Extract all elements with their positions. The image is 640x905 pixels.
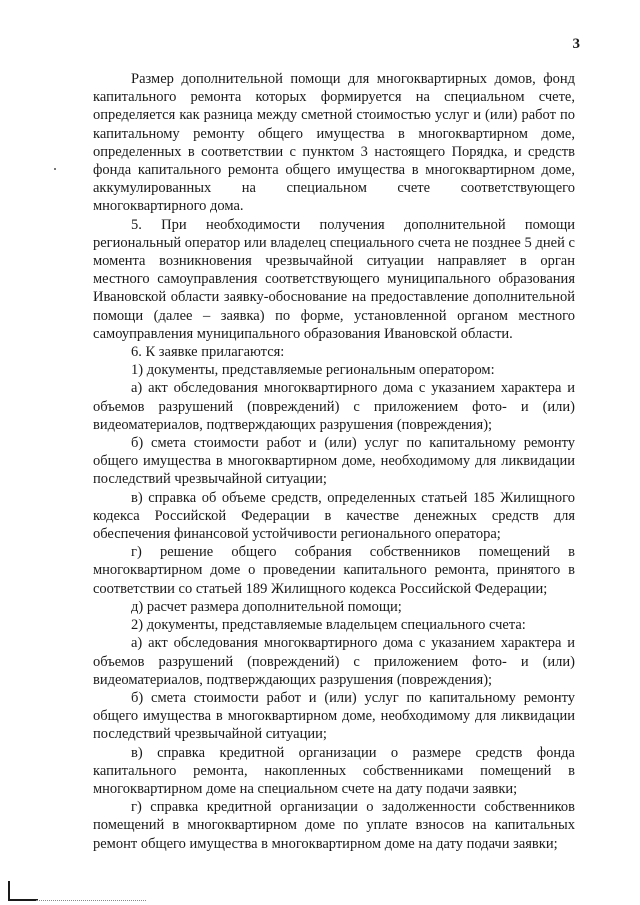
- paragraph-ro-a: а) акт обследования многоквартирного дома с указанием характера и объемов разрушений (повреждений) с приложением фото- и (или) видеоматериалов, подтверждающих разрушения (повреждения);: [93, 380, 575, 433]
- paragraph-assistance-size: Размер дополнительной помощи для многоквартирных домов, фонд капитального ремонта которых формируется на специальном счете, определяется как разница между сметной стоимостью услуг и (или) работ по капитальному ремонту общего имущества в многоквартирном доме, определенных в соответствии с пунктом 3 настоящего Порядка, и средств фонда капитального ремонта общего имущества в многоквартирном доме, аккумулированных на специальном счете соответствующего многоквартирного дома.: [93, 71, 575, 215]
- paragraph-sa-a: а) акт обследования многоквартирного дома с указанием характера и объемов разрушений (повреждений) с приложением фото- и (или) видеоматериалов, подтверждающих разрушения (повреждения);: [93, 635, 575, 688]
- paragraph-sa-d: г) справка кредитной организации о задолженности собственников помещений в многоквартирном доме по уплате взносов на капитальных ремонт общего имущества в многоквартирном доме на дату подачи заявки;: [93, 799, 575, 852]
- paragraph-special-account-docs: 2) документы, представляемые владельцем специального счета:: [131, 617, 526, 634]
- scan-edge-line: [36, 900, 146, 901]
- paragraph-item-6: 6. К заявке прилагаются:: [131, 344, 285, 361]
- paragraph-regional-operator-docs: 1) документы, представляемые региональным оператором:: [131, 362, 495, 379]
- scan-corner-mark: [8, 881, 38, 901]
- paragraph-ro-c: в) справка об объеме средств, определенных статьей 185 Жилищного кодекса Российской Федерации в качестве денежных средств для обеспечения финансовой устойчивости регионального оператора;: [93, 489, 575, 543]
- scan-speck: [54, 168, 56, 170]
- paragraph-ro-b: б) смета стоимости работ и (или) услуг по капитальному ремонту общего имущества в многоквартирном доме, необходимому для ликвидации последствий чрезвычайной ситуации;: [93, 435, 575, 488]
- document-body: [93, 70, 575, 853]
- page-number: 3: [572, 36, 580, 52]
- paragraph-ro-e: д) расчет размера дополнительной помощи;: [131, 598, 402, 615]
- paragraph-sa-c: в) справка кредитной организации о размере средств фонда капитального ремонта, накопленных собственниками помещений в многоквартирном доме на специальном счете на дату подачи заявки;: [93, 744, 575, 797]
- paragraph-ro-d: г) решение общего собрания собственников помещений в многоквартирном доме о проведении капитального ремонта, принятого в соответствии со статьей 189 Жилищного кодекса Российской Федерации;: [93, 544, 575, 597]
- paragraph-sa-b: б) смета стоимости работ и (или) услуг по капитальному ремонту общего имущества в многоквартирном доме, необходимому для ликвидации последствий чрезвычайной ситуации;: [93, 689, 575, 743]
- paragraph-item-5: 5. При необходимости получения дополнительной помощи региональный оператор или владелец специального счета не позднее 5 дней с момента возникновения чрезвычайной ситуации направляет в орган местного самоуправления соответствующего муниципального образования Ивановской области заявку-обоснование на предоставление дополнительной помощи (далее – заявка) по форме, установленной органом местного самоуправления муниципального образования Ивановской области.: [93, 216, 575, 342]
